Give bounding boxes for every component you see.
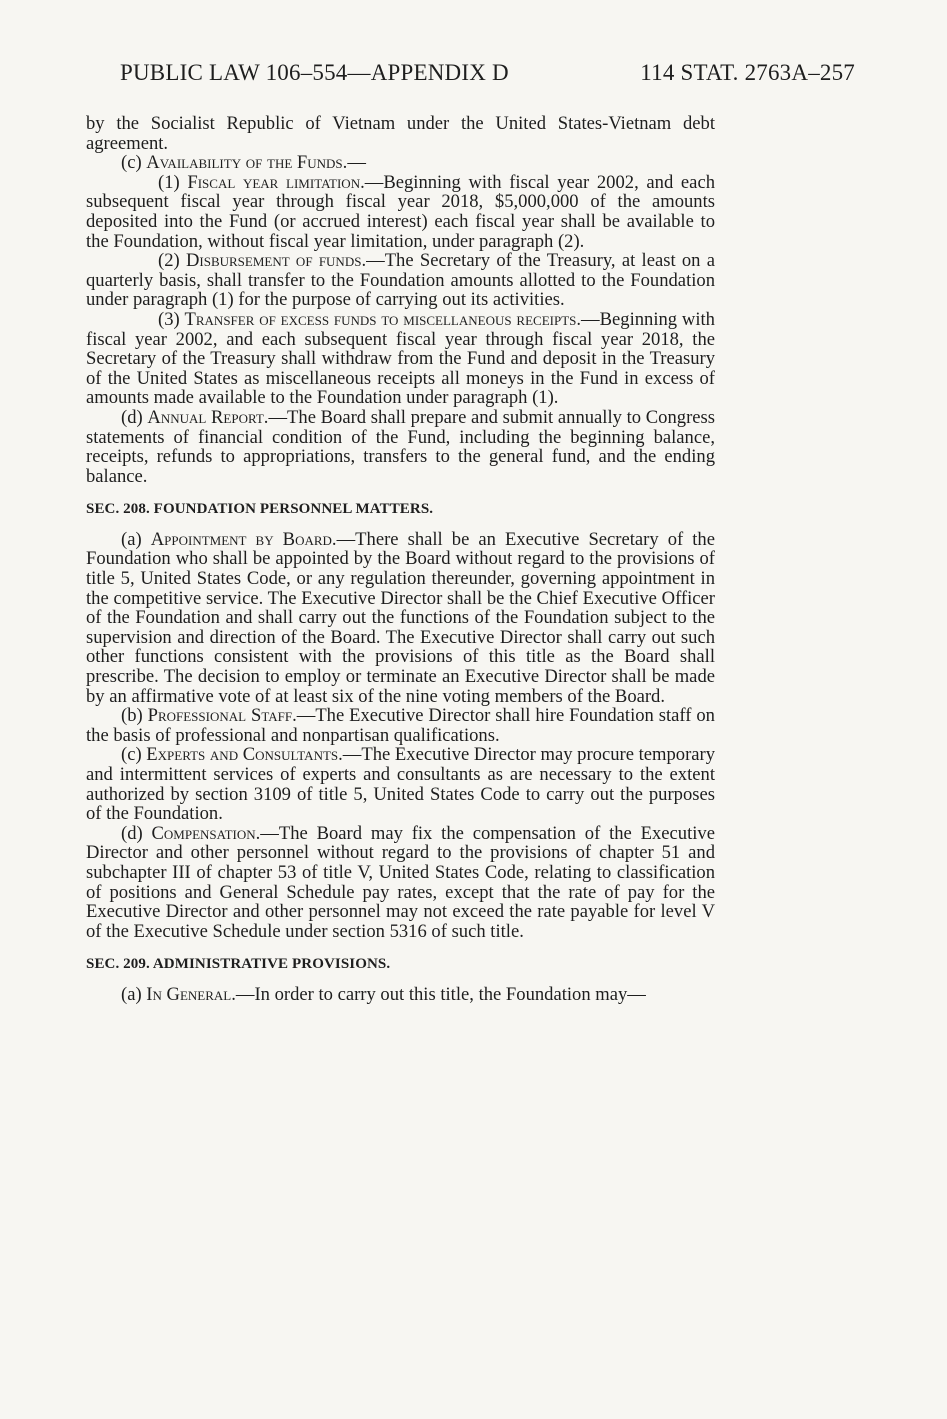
section-208-c: (c) Experts and Consultants.—The Executive Director may procure temporary and intermittent services of experts and consultants as are necessary to the extent authorized by section 3109 of title 5, United States Code to carry out the purposes of the Foundation. [86, 744, 716, 825]
public-law-citation: PUBLIC LAW 106–554—APPENDIX D [120, 60, 509, 85]
subsection-heading: Compensation. [151, 822, 261, 844]
subsection-heading: Availability of the Funds. [146, 152, 348, 174]
section-209-title: SEC. 209. ADMINISTRATIVE PROVISIONS. [86, 956, 391, 973]
section-209-a: (a) In General.—In order to carry out this title, the Foundation may— [121, 983, 646, 1005]
paragraph-heading: Fiscal year limitation. [187, 171, 365, 193]
paragraph-c3: (3) Transfer of excess funds to miscellaneous receipts.—Beginning with fiscal year 2002, and each subsequent fiscal year through fiscal year 2018, the Secretary of the Treasury shall withdraw from the Fund and deposit in the Treasury of the United States as miscellaneous receipts all moneys in the Fund in excess of amounts made available to the Foundation under paragraph (1). [86, 308, 715, 409]
section-208-a: (a) Appointment by Board.—There shall be an Executive Secretary of the Foundation who shall be appointed by the Board without regard to the provisions of title 5, United States Code, or any regulation thereunder, governing appointment in the competitive service. The Executive Director shall be the Chief Executive Officer of the Foundation and shall carry out the functions of the Foundation subject to the supervision and direction of the Board. The Executive Director shall carry out such other functions consistent with the provisions of this title as the Board shall prescribe. The decision to employ or terminate an Executive Director shall be made by an affirmative vote of at least six of the nine voting members of the Board. [86, 528, 715, 707]
subsection-heading: Professional Staff. [147, 705, 297, 727]
subsection-c: (c) Availability of the Funds.— [121, 152, 366, 174]
continuation-paragraph: by the Socialist Republic of Vietnam under the United States-Vietnam debt agreement. [86, 113, 715, 154]
subsection-heading: Annual Report. [147, 406, 269, 428]
paragraph-c1: (1) Fiscal year limitation.—Beginning with fiscal year 2002, and each subsequent fiscal year through fiscal year 2018, $5,000,000 of the amounts deposited into the Fund (or accrued interest) each fiscal year shall be available to the Foundation, without fiscal year limitation, under paragraph (2). [86, 171, 715, 252]
subsection-heading: Appointment by Board. [150, 528, 337, 550]
subsection-heading: In General. [146, 983, 236, 1005]
paragraph-c2: (2) Disbursement of funds.—The Secretary of the Treasury, at least on a quarterly basis, shall transfer to the Foundation amounts allotted to the Foundation under paragraph (1) for the purpose of carrying out its activities. [86, 250, 715, 311]
section-208-title: SEC. 208. FOUNDATION PERSONNEL MATTERS. [86, 501, 434, 518]
section-208-d: (d) Compensation.—The Board may fix the compensation of the Executive Director and other personnel without regard to the provisions of chapter 51 and subchapter III of chapter 53 of title V, United States Code, relating to classification of positions and General Schedule pay rates, except that the rate of pay for the Executive Director and other personnel may not exceed the rate payable for level V of the Executive Schedule under section 5316 of such title. [86, 822, 715, 942]
paragraph-heading: Disbursement of funds. [185, 250, 367, 272]
subsection-d: (d) Annual Report.—The Board shall prepare and submit annually to Congress statements of financial condition of the Fund, including the beginning balance, receipts, refunds to appropriations, transfers to the general fund, and the ending balance. [86, 406, 715, 487]
statute-citation: 114 STAT. 2763A–257 [640, 60, 855, 85]
subsection-heading: Experts and Consultants. [146, 744, 343, 766]
document-body [86, 114, 715, 1005]
section-208-b: (b) Professional Staff.—The Executive Director shall hire Foundation staff on the basis of professional and nonpartisan qualifications. [86, 705, 715, 746]
paragraph-heading: Transfer of excess funds to miscellaneous receipts. [184, 308, 582, 330]
